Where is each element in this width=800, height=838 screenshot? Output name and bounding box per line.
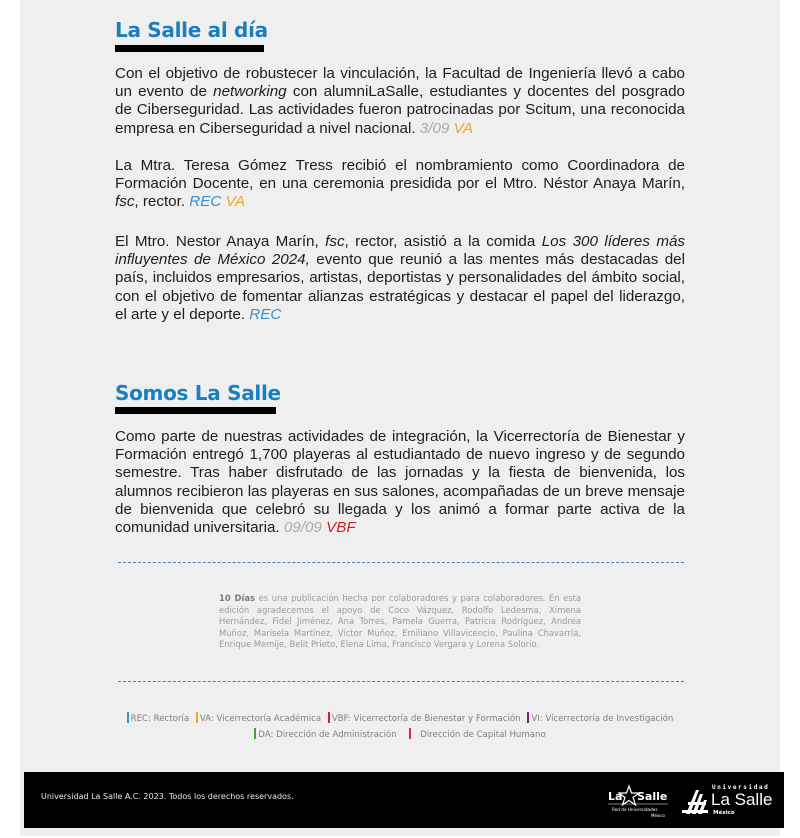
tag-rec: REC	[189, 193, 222, 211]
news-item	[115, 428, 685, 537]
news-text-italic: Los 300 líderes más influyentes de México 2024,	[115, 233, 686, 269]
news-text: La Mtra. Teresa Gómez Tress recibió el nombramiento como Coordinadora de Formación Docente, en una ceremonia presidida por el Mtro. Néstor Anaya Marín,	[115, 157, 685, 193]
legend-swatch	[254, 728, 256, 739]
logo-universidad: Universidad	[712, 784, 770, 791]
legend-label: VBF: Vicerrectoría de Bienestar y Formación	[331, 714, 521, 724]
legend-item-rec	[127, 711, 189, 727]
news-item	[115, 65, 685, 138]
copyright-text: Universidad La Salle A.C. 2023. Todos los derechos reservados.	[41, 792, 294, 801]
logo-sub1: Red de Universidades	[612, 807, 658, 812]
legend-label: DA: Dirección de Administración	[258, 730, 397, 740]
legend-swatch	[196, 712, 198, 723]
legend-item-va	[196, 711, 321, 727]
news-text: evento que reunió a las mentes más destacadas del país, incluidos empresarios, artistas, deportistas y personalidades del ámbito social, con el objetivo de fomentar alianzas estratégicas y destacar el papel del liderazgo, el arte y el deporte.	[115, 251, 685, 323]
universidad-la-salle-mexico-logo[interactable]	[682, 780, 777, 820]
tag-vbf: VBF	[326, 519, 356, 537]
legend-swatch	[527, 712, 529, 723]
abbreviation-legend	[100, 711, 700, 743]
legend-row	[100, 711, 700, 727]
news-text: El Mtro. Nestor Anaya Marín,	[115, 233, 326, 250]
legend-swatch	[328, 712, 330, 723]
title-underline-bar	[115, 45, 264, 52]
news-text-italic: fsc	[325, 233, 345, 250]
legend-label: REC: Rectoría	[130, 714, 190, 724]
news-item	[115, 233, 685, 324]
news-text: con alumniLaSalle, estudiantes y docentes del posgrado de Ciberseguridad. Las actividades fueron patrocinadas por Scitum, una reconocida empresa en Ciberseguridad a nivel nacional.	[115, 83, 685, 137]
tag-rec: REC	[249, 305, 282, 323]
section-title-somos-la-salle: Somos La Salle	[115, 381, 281, 405]
news-date: 09/09	[283, 519, 322, 537]
legend-label: Dirección de Capital Humano	[417, 730, 546, 740]
legend-label: VI: Vicerrectoría de Investigación	[531, 714, 674, 724]
la-salle-red-universidades-logo[interactable]	[607, 782, 669, 820]
legend-item-vi	[527, 711, 673, 727]
logo-sub2: México	[651, 813, 665, 818]
legend-swatch	[127, 712, 129, 723]
legend-item-da	[254, 727, 396, 743]
credits-brand: 10 Días	[219, 593, 255, 603]
footer	[24, 772, 784, 828]
dashed-divider	[118, 562, 684, 563]
la-salle-emblem-icon	[682, 790, 708, 814]
section-title-la-salle-al-dia: La Salle al día	[115, 18, 268, 42]
news-text: , rector.	[134, 193, 190, 211]
tag-va: VA	[453, 119, 473, 137]
legend-swatch	[409, 728, 411, 739]
legend-item-vbf	[328, 711, 521, 727]
tag-va: VA	[225, 193, 246, 211]
title-underline-bar	[115, 407, 276, 414]
legend-row	[100, 727, 700, 743]
news-text: Como parte de nuestras actividades de integración, la Vicerrectoría de Bienestar y Formación entregó 1,700 playeras al estudiantado de nuevo ingreso y de segundo semestre. Tras haber disfrutado de las jornadas y la fiesta de bienvenida, los alumnos recibieron las playeras en sus salones, acompañadas de un breve mensaje de bienvenida que celebró su llegada y los animó a formar parte activa de la comunidad universitaria.	[115, 428, 685, 537]
news-text: Con el objetivo de robustecer la vinculación, la Facultad de Ingeniería llevó a cabo un evento de	[115, 65, 685, 101]
legend-item-dch	[409, 727, 545, 743]
news-text-italic: networking	[213, 83, 287, 101]
news-item	[115, 157, 685, 212]
legend-label: VA: Vicerrectoría Académica	[199, 714, 322, 724]
logo-mexico: México	[713, 810, 735, 816]
logo-la: La	[608, 790, 623, 803]
news-date: 3/09	[419, 119, 450, 137]
logo-salle: Salle	[637, 790, 668, 803]
news-text-italic: fsc	[115, 193, 135, 211]
credits-note	[219, 593, 581, 651]
news-text: , rector, asistió a la comida	[344, 233, 542, 250]
dashed-divider	[118, 681, 684, 682]
logo-la-salle: La Salle	[711, 790, 773, 809]
credits-text: es una publicación hecha por colaboradores y para colaboradores. En esta edición agradecemos el apoyo de Coco Vázquez, Rodolfo Ledesma, Ximena Hernández, Fidel Jiménez, Ana Torres, Pamela Guerra, Patricia Rodríguez, Andrea Muñoz, Marisela Martínez, Víctor Muñoz, Emiliano Villavicencio, Paulina Chavarría, Enrique Memije, Belit Prieto, Elena Lima, Francisco Vergara y Lorena Solorio.	[219, 593, 582, 650]
